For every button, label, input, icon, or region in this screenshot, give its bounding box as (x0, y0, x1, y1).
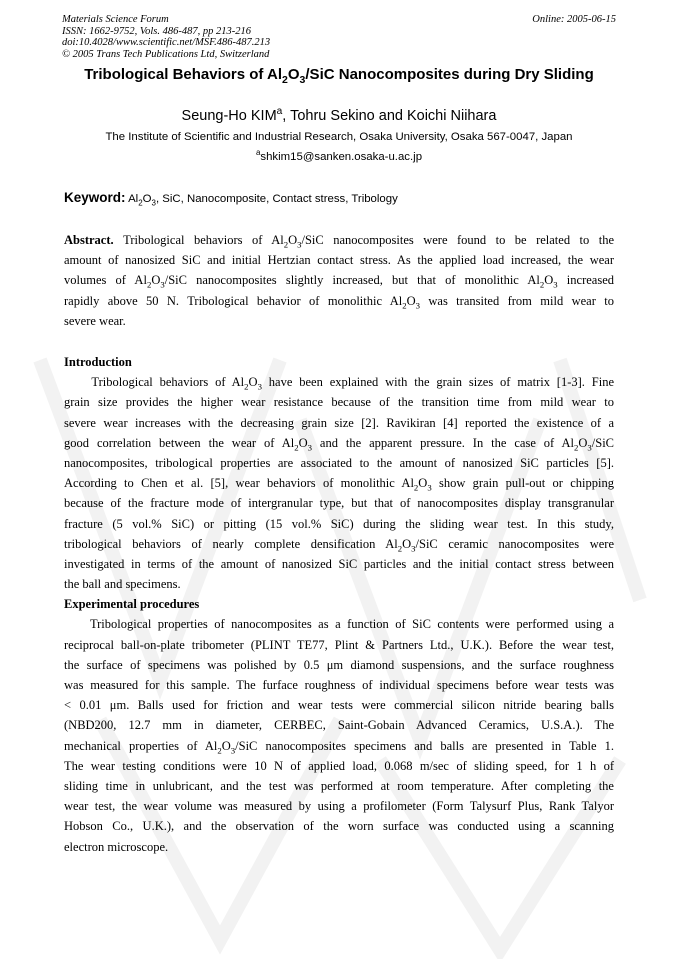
text-line: severe wear. (64, 313, 126, 328)
text-line: amount of nanosized SiC and initial Hertzian contact stress. As the applied load increased, the wear (64, 253, 614, 268)
text-line: (NBD200, 12.7 mm in diameter, CERBEC, Saint-Gobain Advanced Ceramics, U.S.A.). The (64, 718, 614, 733)
text-line: severe wear increases with the decreasing grain size [2]. Ravikiran [4] reported the existence of a (64, 415, 614, 430)
text-line: rapidly above 50 N. Tribological behavior of monolithic $Al_2O_3$ was transited from mild wear to (64, 293, 614, 311)
text-line: Abstract. Tribological behaviors of $Al_2O_3$/SiC nanocomposites were found to be related to the (64, 233, 615, 250)
copyright-line: © 2005 Trans Tech Publications Ltd, Switzerland (62, 49, 270, 61)
affiliation: The Institute of Scientific and Industrial Research, Osaka University, Osaka 567-0047, Japan (105, 131, 573, 143)
abstract-section (64, 230, 614, 331)
text-line: Hobson Co., U.K.), and the observation of the worn surface was conducted using a scanning (64, 819, 614, 834)
text-line: nanocomposites, tribological properties are associated to the amount of nanosized SiC particles [5]. (64, 455, 614, 470)
keywords-label: Keyword: (64, 190, 126, 205)
text-line: electron microscope. (64, 839, 169, 854)
author-email: $^a$shkim15@sanken.osaka-u.ac.jp (255, 148, 423, 163)
text-line: good correlation between the wear of $Al_2O_3$ and the apparent pressure. In the case of $Al_2O_3$/SiC (64, 435, 615, 453)
text-line: the ball and specimens. (64, 577, 181, 592)
text-line: tribological behaviors of nearly complete densification $Al_2O_3$/SiC ceramic nanocomposites were (64, 536, 614, 554)
journal-header (62, 14, 270, 61)
text-line: grain size provides the higher wear resistance because of the transition time from mild wear to (64, 395, 614, 410)
text-line: The wear testing conditions were 10 N of applied load, 0.068 m/sec of sliding speed, for 1 h of (64, 758, 614, 773)
text-line: investigated in terms of the amount of nanosized SiC particles and the initial contact stress between (64, 556, 614, 571)
text-line: Tribological behaviors of $Al_2O_3$ have been explained with the grain sizes of matrix [1-3]. Fine (64, 375, 615, 392)
text-line: was measured for this sample. The furface roughness of individual specimens before wear tests was (64, 678, 614, 692)
online-date: Online: 2005-06-15 (532, 14, 616, 25)
keywords: Keyword: $Al_2O_3$, SiC, Nanocomposite, Contact stress, Tribology (64, 190, 398, 208)
text-line: fracture (5 vol.% SiC) or pitting (15 vol.% SiC) during the sliding wear test. In this study, (64, 516, 614, 531)
doi-line: doi:10.4028/www.scientific.net/MSF.486-487.213 (62, 37, 271, 49)
text-line: < 0.01 μm. Balls used for friction and wear tests were commercial silicon nitride bearing balls (64, 698, 614, 713)
text-line: reciprocal ball-on-plate tribometer (PLINT TE77, Plint & Partners Ltd., U.K.). Before the wear test, (64, 637, 614, 652)
journal-name: Materials Science Forum (62, 14, 169, 25)
author-list: Seung-Ho KIM$^a$, Tohru Sekino and Koichi Niihara (181, 106, 497, 124)
body-sections (64, 352, 614, 857)
text-line: volumes of $Al_2O_3$/SiC nanocomposites slightly increased, but that of monolithic $Al_2O_3$ increased (64, 273, 614, 290)
text-line: mechanical properties of $Al_2O_3$/SiC nanocomposites specimens and balls are presented in Table 1. (64, 738, 614, 756)
abstract-label: Abstract. (64, 233, 124, 247)
introduction-heading: Introduction (64, 355, 132, 369)
experimental-heading: Experimental procedures (64, 597, 200, 612)
text-line: because of the fracture mode of intergranular type, but that of nanocomposites display transgranular (64, 496, 614, 511)
issn-line: ISSN: 1662-9752, Vols. 486-487, pp 213-216 (62, 25, 251, 37)
text-line: wear test, the wear volume was measured by using a profilometer (Form Talysurf Plus, Rank Talyor (64, 799, 614, 814)
text-line: According to Chen et al. [5], wear behaviors of monolithic $Al_2O_3$ show grain pull-out or chipping (64, 476, 614, 493)
text-line: sliding time in unlubricant, and the test was performed at room temperature. After completing the (64, 778, 614, 793)
paper-title: Tribological Behaviors of $Al_2O_3$/SiC Nanocomposites during Dry Sliding (84, 66, 594, 86)
text-line: Tribological properties of nanocomposites as a function of SiC contents were performed using a (64, 617, 614, 632)
text-line: the surface of specimens was polished by 0.5 μm diamond suspensions, and the surface roughness (64, 657, 614, 672)
